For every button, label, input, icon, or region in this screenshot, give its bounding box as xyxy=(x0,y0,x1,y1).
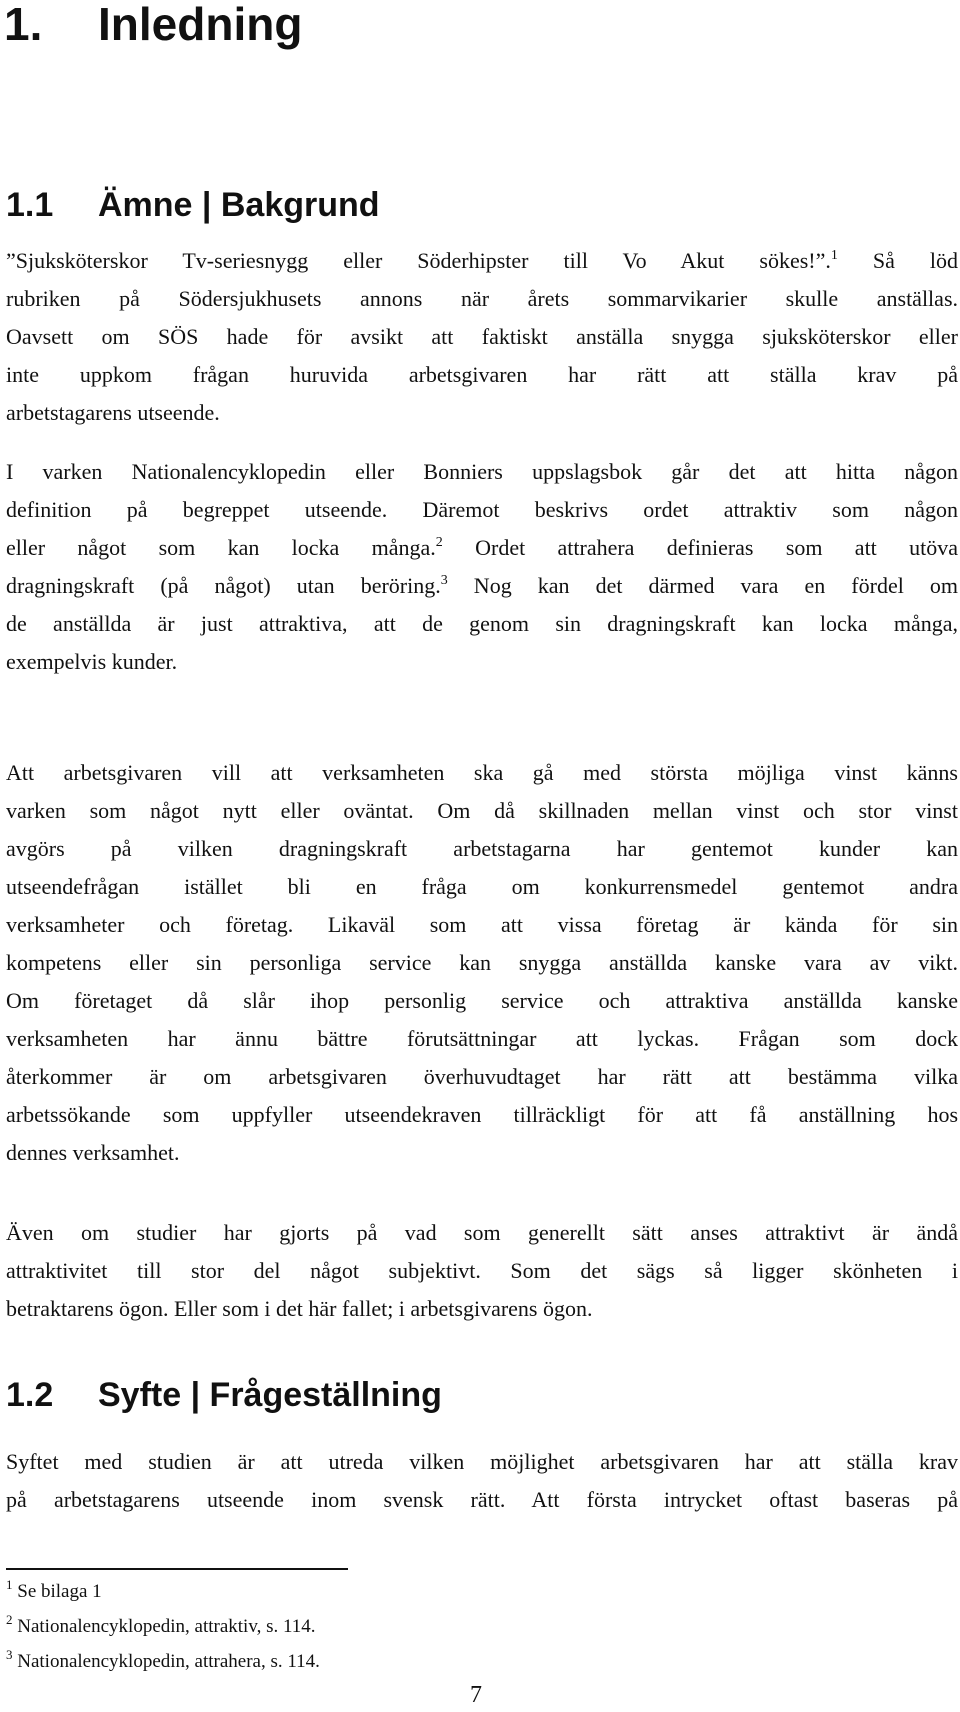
section-heading-1-2 xyxy=(6,1376,442,1414)
text-line: rubriken på Södersjukhusets annons när årets sommarvikarier skulle anställas. xyxy=(6,286,958,311)
text-line: arbetssökande som uppfyller utseendekraven tillräckligt för att få anställning hos xyxy=(6,1102,958,1127)
footnote-number: 2 xyxy=(6,1612,13,1627)
page-number: 7 xyxy=(470,1682,482,1708)
text-line: attraktivitet till stor del något subjektivt. Som det sägs så ligger skönheten i xyxy=(6,1258,958,1283)
footnote-1 xyxy=(6,1574,320,1609)
text-line: eller något som kan locka många.$^2$ Ordet attrahera definieras som att utöva xyxy=(6,535,958,560)
chapter-number: 1. xyxy=(4,0,43,50)
text-line: arbetstagarens utseende. xyxy=(6,400,220,425)
text-line: avgörs på vilken dragningskraft arbetstagarna har gentemot kunder kan xyxy=(6,836,958,861)
section-title: Syfte | Frågeställning xyxy=(98,1376,442,1414)
text-line: dragningskraft (på något) utan beröring.$^3$ Nog kan det därmed vara en fördel om xyxy=(6,573,958,598)
section-number: 1.2 xyxy=(6,1376,54,1414)
footnote-number: 3 xyxy=(6,1647,13,1662)
text-line: kompetens eller sin personliga service kan snygga anställda kanske vara av vikt. xyxy=(6,950,958,975)
text-line: Även om studier har gjorts på vad som generellt sätt anses attraktivt är ändå xyxy=(6,1220,958,1245)
paragraph-1 xyxy=(6,242,958,432)
text-line: verksamheter och företag. Likaväl som att vissa företag är kända för sin xyxy=(6,912,958,937)
footnote-number: 1 xyxy=(6,1577,13,1592)
text-line: Om företaget då slår ihop personlig service och attraktiva anställda kanske xyxy=(6,988,958,1013)
text-line: återkommer är om arbetsgivaren överhuvudtaget har rätt att bestämma vilka xyxy=(6,1064,958,1089)
paragraph-2 xyxy=(6,453,958,681)
text-line: de anställda är just attraktiva, att de genom sin dragningskraft kan locka många, xyxy=(6,611,958,636)
footnote-2 xyxy=(6,1609,320,1644)
text-line: exempelvis kunder. xyxy=(6,649,178,674)
text-line: betraktarens ögon. Eller som i det här fallet; i arbetsgivarens ögon. xyxy=(6,1296,593,1321)
text-line: Att arbetsgivaren vill att verksamheten ska gå med största möjliga vinst känns xyxy=(6,760,958,785)
chapter-title: Inledning xyxy=(98,0,303,50)
text-line: Syftet med studien är att utreda vilken möjlighet arbetsgivaren har att ställa krav xyxy=(6,1449,958,1474)
text-line: på arbetstagarens utseende inom svensk rätt. Att första intrycket oftast baseras på xyxy=(6,1487,958,1512)
text-line: ”Sjuksköterskor Tv-seriesnygg eller Söderhipster till Vo Akut sökes!”.$^1$ Så löd xyxy=(6,248,958,273)
paragraph-3 xyxy=(6,754,958,1172)
paragraph-5 xyxy=(6,1443,958,1519)
section-title: Ämne | Bakgrund xyxy=(98,186,380,224)
paragraph-4 xyxy=(6,1214,958,1328)
footnote-text: Nationalencyklopedin, attraktiv, s. 114. xyxy=(17,1616,316,1637)
text-line: dennes verksamhet. xyxy=(6,1140,180,1165)
text-line: inte uppkom frågan huruvida arbetsgivaren har rätt att ställa krav på xyxy=(6,362,958,387)
footnote-text: Nationalencyklopedin, attrahera, s. 114. xyxy=(17,1651,320,1672)
section-number: 1.1 xyxy=(6,186,54,224)
footnotes xyxy=(6,1574,320,1679)
section-heading-1-1 xyxy=(6,186,380,224)
text-line: definition på begreppet utseende. Däremot beskrivs ordet attraktiv som någon xyxy=(6,497,958,522)
text-line: Oavsett om SÖS hade för avsikt att faktiskt anställa snygga sjuksköterskor eller xyxy=(6,324,958,349)
footnote-divider xyxy=(6,1568,348,1570)
footnote-3 xyxy=(6,1644,320,1679)
footnote-text: Se bilaga 1 xyxy=(17,1581,102,1602)
text-line: verksamheten har ännu bättre förutsättningar att lyckas. Frågan som dock xyxy=(6,1026,958,1051)
footnote-ref[interactable]: 1 xyxy=(830,248,838,263)
text-line: utseendefrågan istället bli en fråga om konkurrensmedel gentemot andra xyxy=(6,874,958,899)
footnote-ref[interactable]: 2 xyxy=(435,535,443,550)
text-line: I varken Nationalencyklopedin eller Bonniers uppslagsbok går det att hitta någon xyxy=(6,459,958,484)
footnote-ref[interactable]: 3 xyxy=(440,573,448,588)
text-line: varken som något nytt eller oväntat. Om då skillnaden mellan vinst och stor vinst xyxy=(6,798,958,823)
chapter-heading xyxy=(4,0,302,48)
